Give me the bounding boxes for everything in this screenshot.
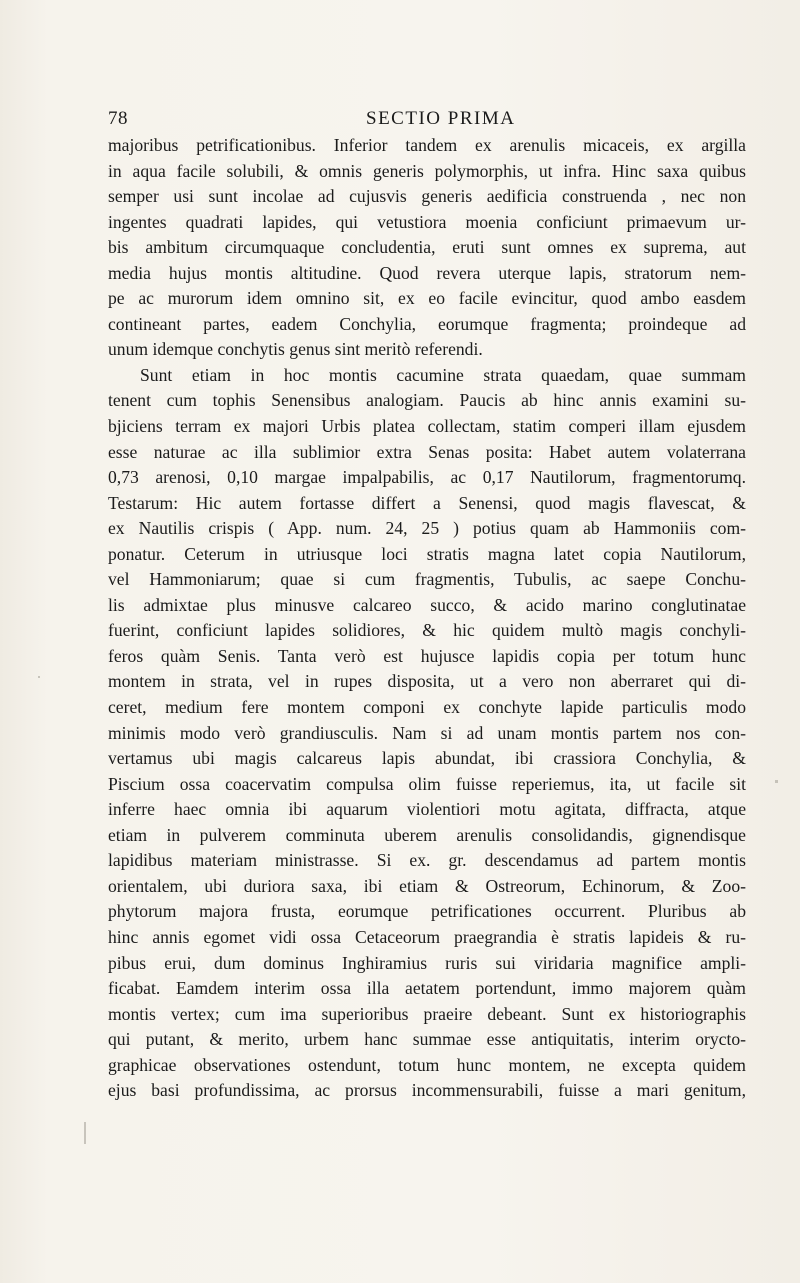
text-line: pe ac murorum idem omnino sit, ex eo facile evincitur, quod ambo easdem xyxy=(108,288,746,309)
text-line: ponatur. Ceterum in utriusque loci stratis magna latet copia Nautilorum, xyxy=(108,543,746,564)
text-line: ex Nautilis crispis ( App. num. 24, 25 ) potius quam ab Hammoniis com- xyxy=(108,518,746,539)
text-line: vertamus ubi magis calcareus lapis abundat, ibi crassiora Conchylia, & xyxy=(108,748,746,769)
text-line: phytorum majora frusta, eorumque petrificationes occurrent. Pluribus ab xyxy=(108,901,746,922)
text-line: unum idemque conchytis genus sint meritò referendi. xyxy=(108,339,483,360)
text-line: Sunt etiam in hoc montis cacumine strata quaedam, quae summam xyxy=(140,364,746,385)
text-line: tenent cum tophis Senensibus analogiam. Paucis ab hinc annis examini su- xyxy=(108,390,746,411)
text-line: ejus basi profundissima, ac prorsus incommensurabili, fuisse a mari genitum, xyxy=(108,1080,746,1101)
text-line: lapidibus materiam ministrasse. Si ex. gr. descendamus ad partem montis xyxy=(108,850,746,871)
text-line: bjiciens terram ex majori Urbis platea collectam, statim comperi illam ejusdem xyxy=(108,416,746,437)
page-number: 78 xyxy=(108,108,128,129)
text-line: etiam in pulverem comminuta uberem arenulis consolidandis, gignendisque xyxy=(108,824,746,845)
text-line: graphicae observationes ostendunt, totum hunc montem, ne excepta quidem xyxy=(108,1054,746,1075)
text-line: semper usi sunt incolae ad cujusvis generis aedificia construenda , nec non xyxy=(108,186,746,207)
text-line: Testarum: Hic autem fortasse differt a Senensi, quod magis flavescat, & xyxy=(108,492,746,513)
text-line: pibus erui, dum dominus Inghiramius ruris sui viridaria magnifice ampli- xyxy=(108,952,746,973)
text-line: inferre haec omnia ibi aquarum violentiori motu agitata, diffracta, atque xyxy=(108,799,746,820)
text-line: feros quàm Senis. Tanta verò est hujusce lapidis copia per totum hunc xyxy=(108,645,746,666)
text-line: montem in strata, vel in rupes disposita, ut a vero non aberraret qui di- xyxy=(108,671,746,692)
text-line: fuerint, conficiunt lapides solidiores, & hic quidem multò magis conchyli- xyxy=(108,620,746,641)
body-text xyxy=(108,133,746,1104)
text-line: media hujus montis altitudine. Quod revera uterque lapis, stratorum nem- xyxy=(108,262,746,283)
page-stain xyxy=(775,780,778,783)
text-line: orientalem, ubi duriora saxa, ibi etiam & Ostreorum, Echinorum, & Zoo- xyxy=(108,875,746,896)
text-line: ingentes quadrati lapides, qui vetustiora moenia conficiunt primaevum ur- xyxy=(108,211,746,232)
text-line: hinc annis egomet vidi ossa Cetaceorum praegrandia è stratis lapideis & ru- xyxy=(108,926,746,947)
text-line: montis vertex; cum ima superioribus praeire debeant. Sunt ex historiographis xyxy=(108,1003,746,1024)
text-line: vel Hammoniarum; quae si cum fragmentis, Tubulis, ac saepe Conchu- xyxy=(108,569,746,590)
text-line: majoribus petrificationibus. Inferior tandem ex arenulis micaceis, ex argilla xyxy=(108,135,746,155)
text-line: ficabat. Eamdem interim ossa illa aetatem portendunt, immo majorem quàm xyxy=(108,978,746,999)
text-line: contineant partes, eadem Conchylia, eorumque fragmenta; proindeque ad xyxy=(108,313,746,334)
text-line: qui putant, & merito, urbem hanc summae esse antiquitatis, interim oryctо- xyxy=(108,1029,746,1050)
text-line: lis admixtae plus minusve calcareo succo, & acido marino conglutinatae xyxy=(108,594,746,615)
text-line: in aqua facile solubili, & omnis generis polymorphis, ut infra. Hinc saxa quibus xyxy=(108,160,746,181)
text-line: bis ambitum circumquaque concludentia, eruti sunt omnes ex suprema, aut xyxy=(108,237,746,258)
text-line: minimis modo verò grandiusculis. Nam si ad unam montis partem nos con- xyxy=(108,722,746,743)
text-line: Piscium ossa coacervatim compulsa olim fuisse reperiemus, ita, ut facile sit xyxy=(108,773,746,794)
text-line: ceret, medium fere montem componi ex conchyte lapide particulis modo xyxy=(108,697,746,718)
page-stain xyxy=(84,1122,86,1144)
text-line: esse naturae ac illa sublimior extra Senas posita: Habet autem volaterrana xyxy=(108,441,746,462)
page-header xyxy=(108,108,748,134)
text-line: 0,73 arenosi, 0,10 margae impalpabilis, ac 0,17 Nautilorum, fragmentorumq. xyxy=(108,467,746,488)
running-head: SECTIO PRIMA xyxy=(366,108,516,129)
page-stain xyxy=(38,676,40,678)
